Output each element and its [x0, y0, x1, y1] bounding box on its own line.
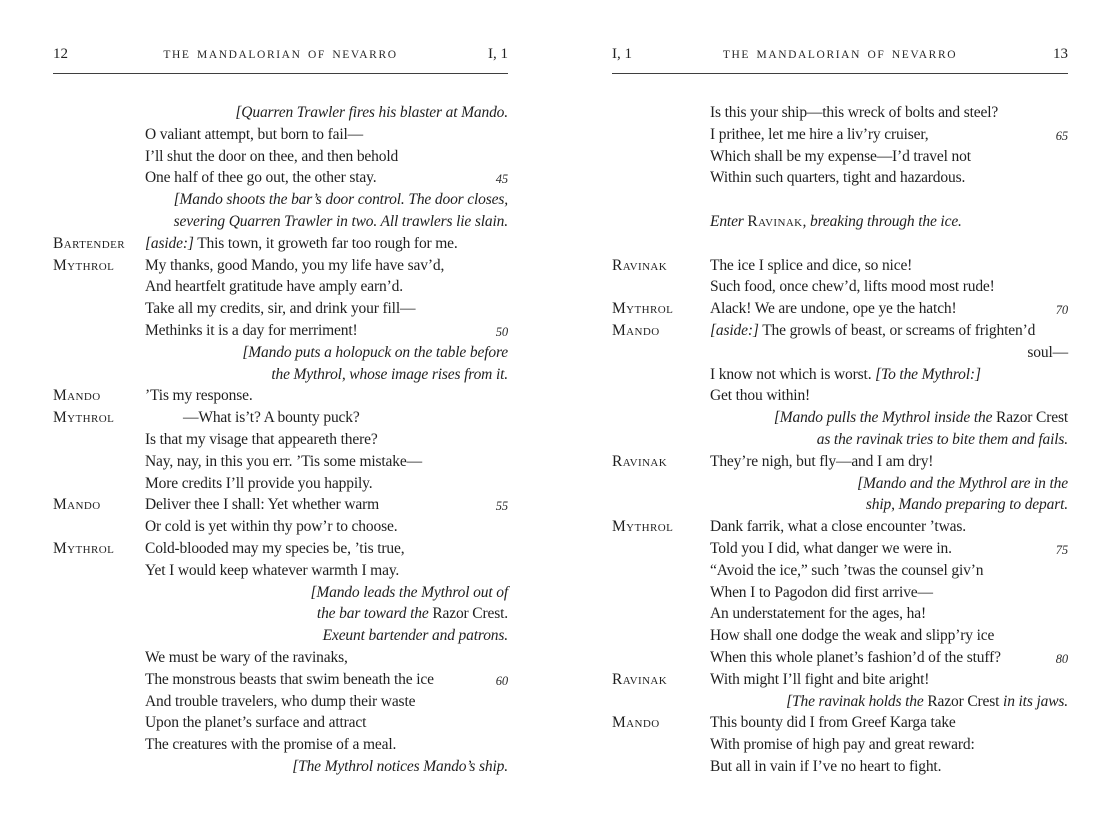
speaker-label — [612, 342, 710, 364]
text-segment: [Mando leads the Mythrol out of — [310, 583, 508, 601]
line-text — [145, 124, 508, 146]
line-text — [53, 582, 508, 604]
line-text — [710, 385, 1068, 407]
line-text — [710, 451, 1068, 473]
text-segment: Is this your ship—this wreck of bolts and steel? — [710, 104, 999, 121]
speaker-label — [53, 560, 145, 582]
entrance-direction-line — [612, 211, 1068, 233]
line-text — [145, 320, 508, 342]
verse-line — [53, 255, 508, 277]
line-text — [145, 473, 508, 495]
text-segment: My thanks, good Mando, you my life have sav’d, — [145, 256, 445, 274]
line-text — [53, 211, 508, 233]
line-text — [612, 494, 1068, 516]
line-text — [53, 102, 508, 124]
page-body-left — [53, 102, 508, 778]
text-segment: This town, it groweth far too rough for me. — [193, 234, 458, 252]
speaker-label — [53, 734, 145, 756]
speaker-label: Mando — [53, 387, 101, 405]
text-segment: in its jaws. — [999, 692, 1068, 710]
speaker-label — [612, 582, 710, 604]
line-text — [710, 516, 1068, 538]
line-text — [612, 473, 1068, 495]
running-head — [612, 46, 1068, 74]
verse-line — [53, 734, 508, 756]
text-segment: [aside:] — [710, 321, 759, 339]
stage-direction-line — [53, 625, 508, 647]
speaker-label — [612, 167, 710, 189]
stage-direction-line — [612, 473, 1068, 495]
speaker-label — [53, 451, 145, 473]
running-head — [53, 46, 508, 74]
line-text — [710, 625, 1068, 647]
text-segment: The monstrous beasts that swim beneath the ice — [145, 670, 434, 688]
text-segment: Yet I would keep whatever warmth I may. — [145, 561, 400, 579]
text-segment: More credits I’ll provide you happily. — [145, 474, 373, 492]
act-scene-marker: I, 1 — [612, 46, 632, 62]
text-segment: Ravinak — [747, 212, 803, 230]
stage-direction-line — [53, 364, 508, 386]
spacer-line — [612, 233, 1068, 255]
line-text — [53, 603, 508, 625]
verse-line — [612, 276, 1068, 298]
verse-line — [53, 494, 508, 516]
text-segment: Deliver thee I shall: Yet whether warm — [145, 496, 380, 514]
stage-direction-line — [53, 603, 508, 625]
text-segment: severing Quarren Trawler in two. All trawlers lie slain. — [173, 212, 508, 230]
verse-line-number: 45 — [495, 172, 508, 187]
running-title: THE MANDALORIAN OF NEVARRO — [163, 49, 398, 61]
text-segment: When I to Pagodon did first arrive— — [710, 583, 933, 601]
speaker-label: Bartender — [53, 234, 125, 252]
verse-line-number: 60 — [495, 673, 508, 688]
speaker-label: Ravinak — [612, 670, 668, 688]
speaker-label — [612, 364, 710, 386]
speaker-label — [612, 276, 710, 298]
text-segment: Razor Crest. — [432, 605, 508, 623]
verse-line — [53, 320, 508, 342]
text-segment: Get thou within! — [710, 387, 811, 405]
speaker-label: Ravinak — [612, 452, 668, 470]
line-text — [145, 146, 508, 168]
line-text — [710, 603, 1068, 625]
verse-line-number: 55 — [495, 499, 508, 514]
text-segment: Nay, nay, in this you err. ’Tis some mistake— — [145, 452, 422, 470]
speaker-label — [612, 734, 710, 756]
speaker-label — [53, 691, 145, 713]
line-text — [53, 189, 508, 211]
text-segment: Alack! We are undone, ope ye the hatch! — [710, 300, 957, 318]
text-segment: And heartfelt gratitude have amply earn’d. — [145, 278, 403, 296]
verse-line — [612, 385, 1068, 407]
verse-line — [612, 342, 1068, 364]
line-text — [145, 167, 508, 189]
line-text — [145, 385, 508, 407]
line-text — [710, 538, 1068, 560]
text-segment: They’re nigh, but fly—and I am dry! — [710, 452, 934, 470]
speaker-label — [53, 146, 145, 168]
line-text — [710, 647, 1068, 669]
speaker-label — [612, 385, 710, 407]
page-number: 12 — [53, 46, 68, 62]
speaker-label — [53, 276, 145, 298]
act-scene-marker: I, 1 — [488, 46, 508, 62]
verse-line — [612, 625, 1068, 647]
verse-line — [53, 538, 508, 560]
text-segment: [To the Mythrol:] — [875, 365, 981, 383]
speaker-label: Mythrol — [53, 539, 115, 557]
line-text — [710, 364, 1068, 386]
text-segment: Exeunt bartender and patrons. — [322, 627, 508, 645]
stage-direction-line — [53, 189, 508, 211]
line-text — [145, 669, 508, 691]
line-text — [710, 255, 1068, 277]
speaker-label — [53, 647, 145, 669]
line-text — [612, 429, 1068, 451]
verse-line — [53, 712, 508, 734]
speaker-label — [612, 102, 710, 124]
verse-line — [612, 146, 1068, 168]
verse-line — [53, 516, 508, 538]
line-text — [53, 756, 508, 778]
stage-direction-line — [53, 582, 508, 604]
verse-line-number: 75 — [1055, 542, 1068, 557]
text-segment: An understatement for the ages, ha! — [710, 605, 926, 623]
text-segment: —What is’t? A bounty puck? — [183, 409, 360, 427]
line-text — [612, 691, 1068, 713]
text-segment: [Mando pulls the Mythrol inside the — [773, 409, 997, 427]
verse-line — [612, 647, 1068, 669]
text-segment: Within such quarters, tight and hazardous. — [710, 169, 966, 187]
line-text — [710, 167, 1068, 189]
text-segment: as the ravinak tries to bite them and fails. — [816, 430, 1068, 448]
running-title: THE MANDALORIAN OF NEVARRO — [722, 49, 958, 61]
text-segment: The growls of beast, or screams of frighten’d — [758, 321, 1036, 339]
text-segment: Or cold is yet within thy pow’r to choose. — [145, 518, 398, 536]
speaker-label — [53, 429, 145, 451]
text-segment: “Avoid the ice,” such ’twas the counsel giv’n — [710, 561, 984, 579]
verse-line — [612, 364, 1068, 386]
text-segment: And trouble travelers, who dump their waste — [145, 692, 416, 710]
text-segment: Take all my credits, sir, and drink your fill— — [145, 300, 416, 318]
text-segment: ’Tis my response. — [145, 387, 253, 405]
verse-line — [612, 603, 1068, 625]
text-segment: Cold-blooded may my species be, ’tis true, — [145, 539, 405, 557]
text-segment: We must be wary of the ravinaks, — [145, 648, 348, 666]
text-segment: I’ll shut the door on thee, and then behold — [145, 147, 399, 165]
line-text — [710, 102, 1068, 124]
text-segment: [Mando shoots the bar’s door control. The door closes, — [173, 191, 508, 209]
text-segment: Told you I did, what danger we were in. — [710, 539, 952, 557]
text-segment: One half of thee go out, the other stay. — [145, 169, 377, 187]
line-text — [710, 756, 1068, 778]
stage-direction-line — [612, 429, 1068, 451]
speaker-label: Mando — [612, 714, 660, 732]
speaker-label — [612, 538, 710, 560]
speaker-label — [53, 516, 145, 538]
verse-line — [612, 124, 1068, 146]
spacer-line — [612, 189, 1068, 211]
verse-line — [53, 385, 508, 407]
text-segment: Which shall be my expense—I’d travel not — [710, 147, 971, 165]
verse-line-number: 50 — [495, 324, 508, 339]
text-segment: the bar toward the — [316, 605, 433, 623]
verse-line-number: 80 — [1055, 651, 1068, 666]
verse-line — [53, 451, 508, 473]
verse-line — [612, 516, 1068, 538]
verse-line — [612, 298, 1068, 320]
verse-line — [612, 560, 1068, 582]
verse-line — [53, 276, 508, 298]
line-text — [145, 494, 508, 516]
line-text — [145, 451, 508, 473]
speaker-label — [53, 167, 145, 189]
speaker-label: Mythrol — [53, 256, 115, 274]
text-segment: When this whole planet’s fashion’d of the stuff? — [710, 648, 1001, 666]
line-text — [145, 560, 508, 582]
speaker-label — [612, 560, 710, 582]
verse-line — [612, 756, 1068, 778]
verse-line — [53, 669, 508, 691]
text-segment: [The Mythrol notices Mando’s ship. — [292, 757, 508, 775]
speaker-label — [53, 298, 145, 320]
line-text — [710, 276, 1068, 298]
verse-line — [53, 560, 508, 582]
line-text — [710, 734, 1068, 756]
speaker-label: Mando — [612, 321, 660, 339]
text-segment: Razor Crest — [996, 409, 1068, 427]
verse-line-number: 65 — [1055, 128, 1068, 143]
stage-direction-line — [53, 756, 508, 778]
line-text — [710, 320, 1068, 342]
line-text — [53, 364, 508, 386]
verse-line — [612, 102, 1068, 124]
line-text — [53, 342, 508, 364]
page-number: 13 — [1053, 46, 1068, 62]
line-text — [710, 146, 1068, 168]
line-text — [710, 298, 1068, 320]
stage-direction-line — [612, 494, 1068, 516]
line-text — [710, 712, 1068, 734]
text-segment: [aside:] — [145, 234, 194, 252]
speaker-label — [53, 320, 145, 342]
verse-line — [53, 691, 508, 713]
verse-line — [53, 473, 508, 495]
line-text — [710, 211, 1068, 233]
speaker-label: Mythrol — [53, 409, 115, 427]
line-text — [612, 407, 1068, 429]
text-segment: soul— — [1027, 343, 1068, 361]
text-segment: With promise of high pay and great reward: — [710, 736, 975, 754]
text-segment: Methinks it is a day for merriment! — [145, 321, 358, 339]
line-text — [710, 582, 1068, 604]
line-text — [145, 712, 508, 734]
speaker-label: Mythrol — [612, 518, 674, 536]
text-segment: Such food, once chew’d, lifts mood most rude! — [710, 278, 995, 296]
text-segment: Upon the planet’s surface and attract — [145, 714, 367, 732]
verse-line — [53, 146, 508, 168]
verse-line — [53, 298, 508, 320]
stage-direction-line — [612, 691, 1068, 713]
verse-line — [53, 167, 508, 189]
verse-line — [53, 124, 508, 146]
text-segment: [Mando puts a holopuck on the table before — [242, 343, 508, 361]
verse-line — [612, 255, 1068, 277]
page-left — [53, 46, 508, 778]
text-segment: How shall one dodge the weak and slipp’ry ice — [710, 627, 995, 645]
line-text — [145, 407, 508, 429]
verse-line — [53, 647, 508, 669]
verse-line — [612, 669, 1068, 691]
verse-line — [612, 538, 1068, 560]
line-text — [53, 625, 508, 647]
text-segment: [Quarren Trawler fires his blaster at Mando. — [235, 104, 508, 121]
text-segment: Enter — [710, 212, 748, 230]
speaker-label — [612, 124, 710, 146]
verse-line — [612, 167, 1068, 189]
line-text — [145, 647, 508, 669]
text-segment: I know not which is worst. — [710, 365, 876, 383]
verse-line — [612, 712, 1068, 734]
speaker-label: Ravinak — [612, 256, 668, 274]
speaker-label — [612, 756, 710, 778]
text-segment: Dank farrik, what a close encounter ’twas. — [710, 518, 966, 536]
line-text — [710, 124, 1068, 146]
line-text — [145, 276, 508, 298]
page-body-right — [612, 102, 1068, 778]
speaker-label: Mythrol — [612, 300, 674, 318]
verse-line — [612, 451, 1068, 473]
line-text — [710, 560, 1068, 582]
line-text — [710, 342, 1068, 364]
line-text — [145, 691, 508, 713]
speaker-label — [612, 603, 710, 625]
line-text — [145, 255, 508, 277]
stage-direction-line — [53, 342, 508, 364]
verse-line — [612, 320, 1068, 342]
speaker-label — [612, 146, 710, 168]
line-text — [710, 669, 1068, 691]
speaker-label — [53, 669, 145, 691]
line-text — [145, 298, 508, 320]
verse-line-number: 70 — [1055, 303, 1068, 318]
text-segment: ship, Mando preparing to depart. — [865, 496, 1068, 514]
text-segment: Razor Crest — [927, 692, 1000, 710]
speaker-label: Mando — [53, 496, 101, 514]
line-text — [145, 538, 508, 560]
stage-direction-line — [612, 407, 1068, 429]
line-text — [145, 233, 508, 255]
verse-line — [612, 582, 1068, 604]
speaker-label — [53, 712, 145, 734]
line-text — [145, 516, 508, 538]
text-segment: [The ravinak holds the — [786, 692, 928, 710]
page-right — [612, 46, 1068, 778]
speaker-label — [612, 647, 710, 669]
stage-direction-line — [53, 211, 508, 233]
text-segment: , breaking through the ice. — [802, 212, 962, 230]
line-text — [145, 734, 508, 756]
text-segment: This bounty did I from Greef Karga take — [710, 714, 956, 732]
speaker-label — [53, 473, 145, 495]
speaker-label — [612, 625, 710, 647]
text-segment: Is that my visage that appeareth there? — [145, 430, 378, 448]
speaker-label — [612, 211, 710, 233]
verse-line — [53, 407, 508, 429]
verse-line — [612, 734, 1068, 756]
verse-line — [53, 233, 508, 255]
text-segment: But all in vain if I’ve no heart to fight. — [710, 757, 942, 775]
line-text — [145, 429, 508, 451]
text-segment: O valiant attempt, but born to fail— — [145, 125, 364, 143]
text-segment: With might I’ll fight and bite aright! — [710, 670, 930, 688]
text-segment: the Mythrol, whose image rises from it. — [271, 365, 508, 383]
stage-direction-line — [53, 102, 508, 124]
text-segment: I prithee, let me hire a liv’ry cruiser, — [710, 125, 929, 143]
speaker-label — [53, 124, 145, 146]
text-segment: [Mando and the Mythrol are in the — [857, 474, 1068, 492]
text-segment: The creatures with the promise of a meal. — [145, 736, 397, 754]
text-segment: The ice I splice and dice, so nice! — [710, 256, 913, 274]
verse-line — [53, 429, 508, 451]
